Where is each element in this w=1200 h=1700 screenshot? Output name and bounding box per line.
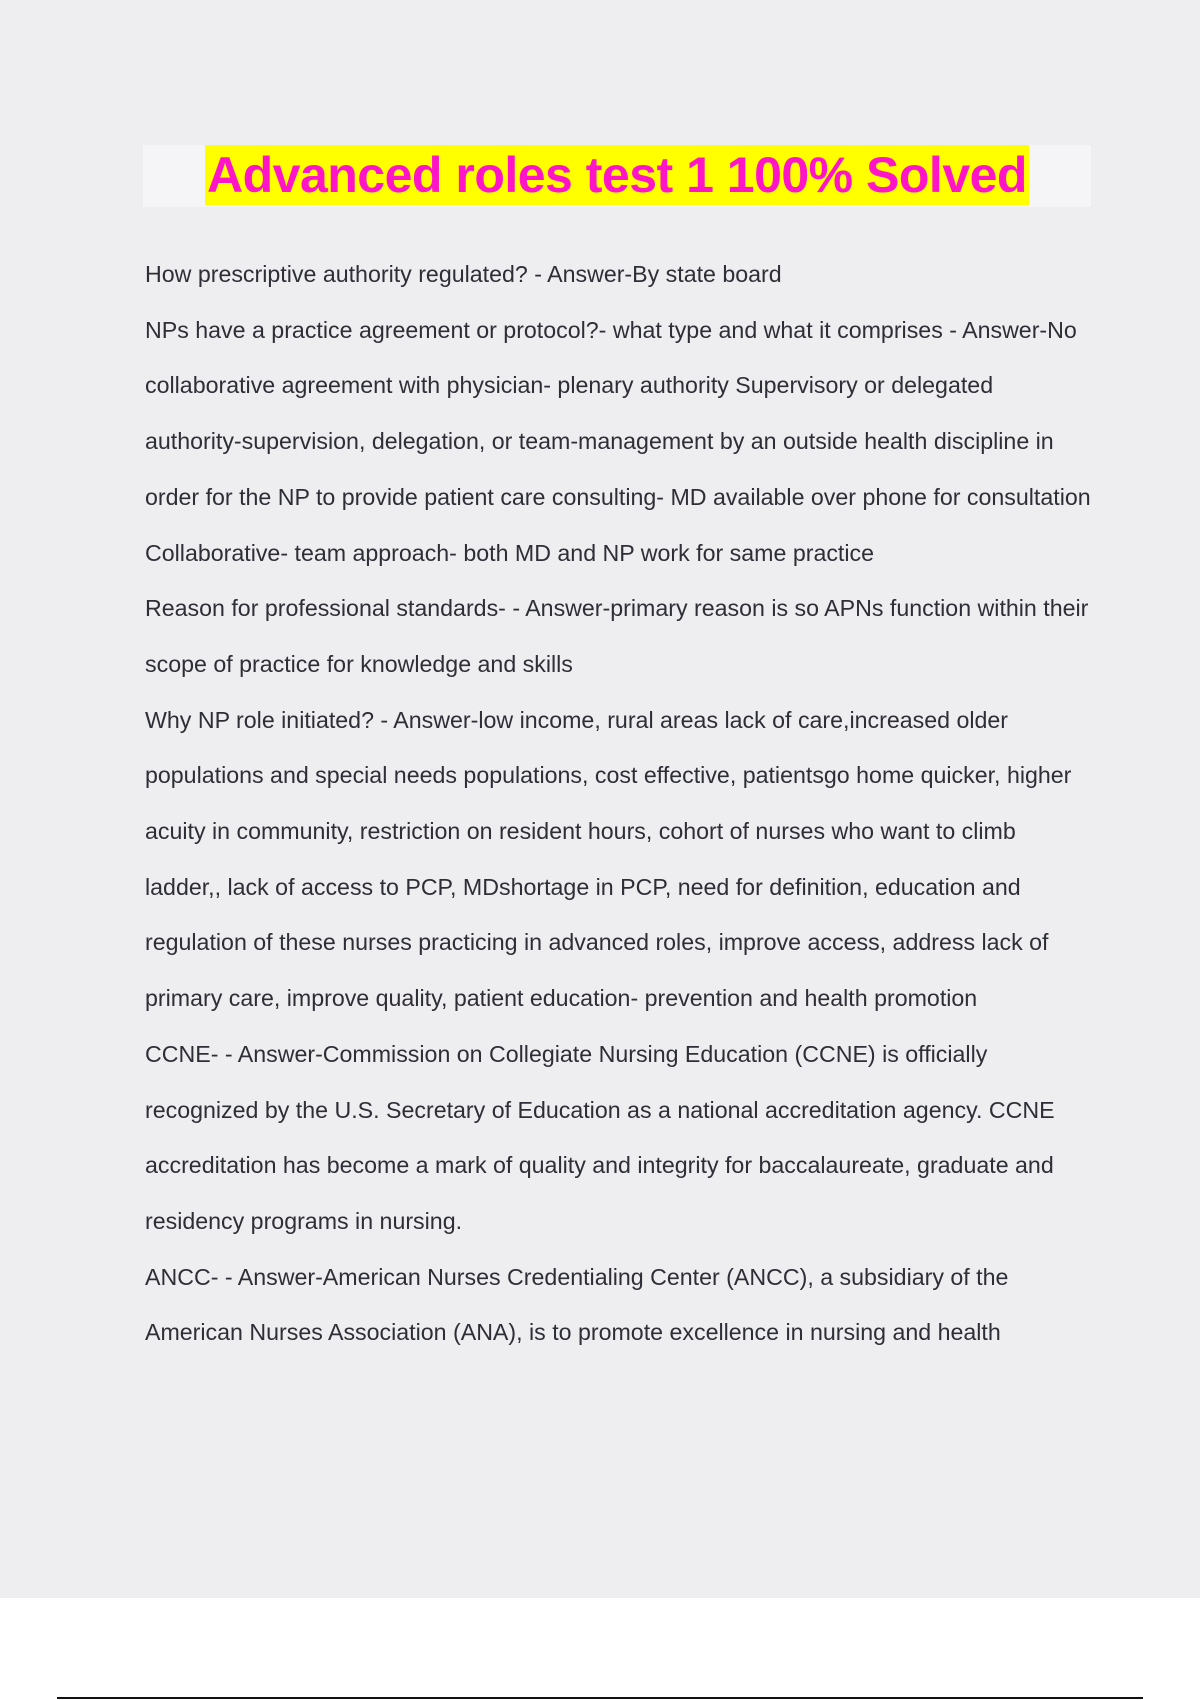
qa-entry-ancc: ANCC- - Answer-American Nurses Credentialing Center (ANCC), a subsidiary of the American Nurses Association (ANA), is to promote excellence in nursing and health bbox=[145, 1263, 1009, 1346]
qa-entry-ccne: CCNE- - Answer-Commission on Collegiate Nursing Education (CCNE) is officially recognized by the U.S. Secretary of Education as a national accreditation agency. CCNE accreditation has become a mark of quality and integrity for baccalaureate, graduate and residency programs in nursing. bbox=[145, 1040, 1055, 1234]
qa-entry-np-role-initiated: Why NP role initiated? - Answer-low income, rural areas lack of care,increased older populations and special needs populations, cost effective, patientsgo home quicker, higher acuity in community, restriction on resident hours, cohort of nurses who want to climb ladder,, lack of access to PCP, MDshortage in PCP, need for definition, education and regulation of these nurses practicing in advanced roles, improve access, address lack of primary care, improve quality, patient education- prevention and health promotion bbox=[145, 706, 1072, 1012]
title-band bbox=[143, 145, 1091, 207]
document-title-text: Advanced roles test 1 100% Solved bbox=[207, 147, 1027, 203]
document-title bbox=[143, 145, 1091, 212]
qa-entry-professional-standards: Reason for professional standards- - Answer-primary reason is so APNs function within their scope of practice for knowledge and skills bbox=[145, 595, 1089, 677]
qa-entry-prescriptive-authority: How prescriptive authority regulated? - Answer-By state board bbox=[145, 261, 782, 287]
document-body bbox=[145, 247, 1095, 1361]
footer-divider bbox=[57, 1697, 1143, 1699]
qa-entry-practice-agreement: NPs have a practice agreement or protocol?- what type and what it comprises - Answer-No collaborative agreement with physician- plenary authority Supervisory or delegated authority-supervision, delegation, or team-management by an outside health discipline in order for the NP to provide patient care consulting- MD available over phone for consultation Collaborative- team approach- both MD and NP work for same practice bbox=[145, 316, 1091, 566]
